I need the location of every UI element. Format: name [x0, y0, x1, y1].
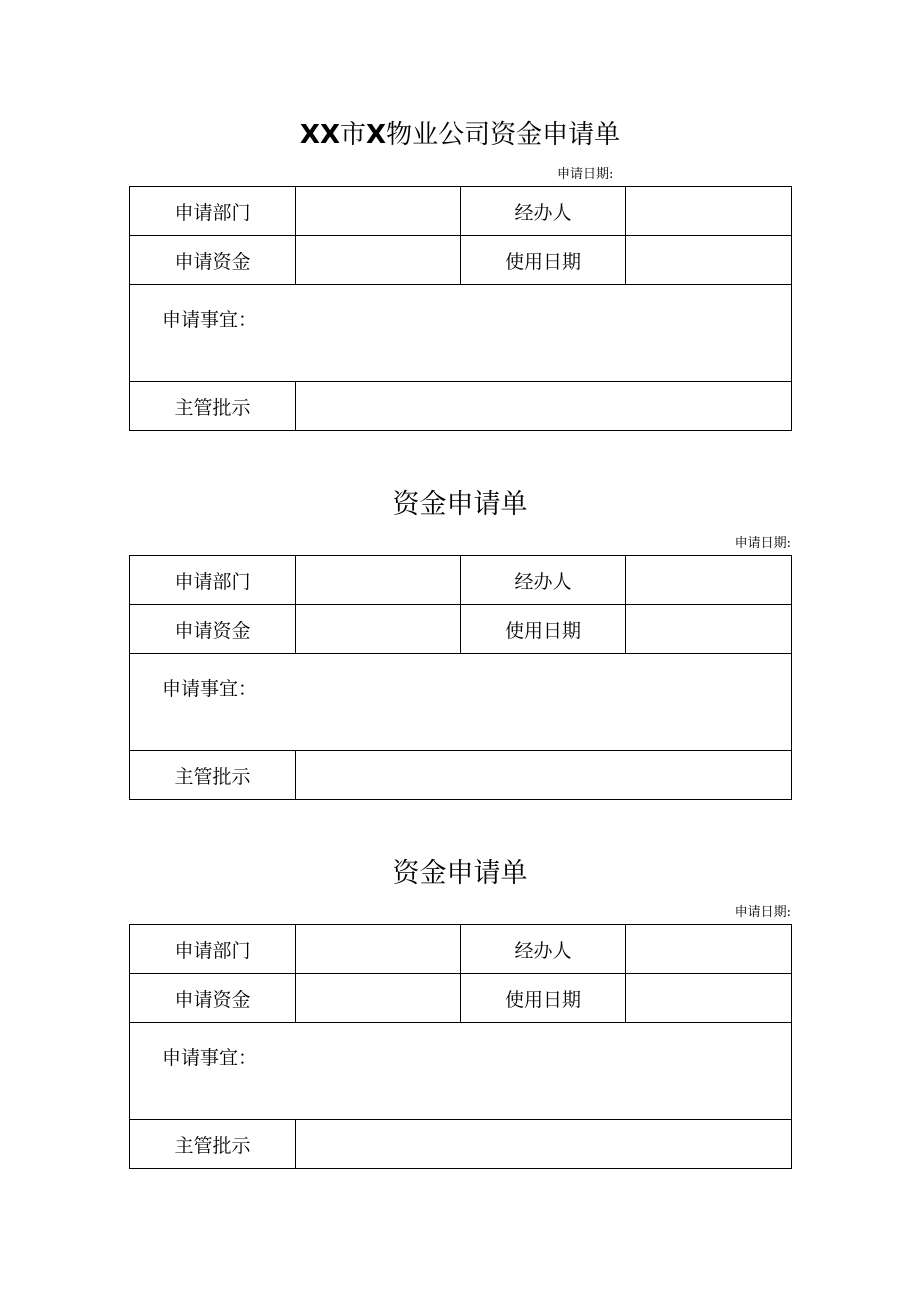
use-date-label: 使用日期: [461, 605, 626, 654]
title-part-city: 市: [340, 120, 367, 150]
matter-field[interactable]: [130, 1023, 792, 1120]
use-date-label: 使用日期: [461, 974, 626, 1023]
department-label: 申请部门: [130, 187, 296, 236]
title-part-x: X: [366, 120, 387, 150]
funds-field[interactable]: [296, 974, 461, 1023]
funds-label: 申请资金: [130, 236, 296, 285]
use-date-label: 使用日期: [461, 236, 626, 285]
approval-label: 主管批示: [130, 382, 296, 431]
title-part-xx: XX: [299, 120, 340, 150]
approval-field[interactable]: [296, 1120, 792, 1169]
form-table: [129, 924, 792, 1169]
funds-label: 申请资金: [130, 974, 296, 1023]
use-date-field[interactable]: [626, 974, 792, 1023]
funds-label: 申请资金: [130, 605, 296, 654]
application-date-label: 申请日期:: [734, 905, 791, 920]
table-row: [130, 974, 792, 1023]
approval-label: 主管批示: [130, 751, 296, 800]
handler-label: 经办人: [461, 925, 626, 974]
department-field[interactable]: [296, 925, 461, 974]
application-date-label: 申请日期:: [557, 167, 614, 182]
table-row: [130, 925, 792, 974]
department-label: 申请部门: [130, 556, 296, 605]
title-part-company: 物业公司资金申请单: [386, 120, 621, 150]
fund-request-form-3: [129, 0, 791, 1180]
handler-label: 经办人: [461, 556, 626, 605]
approval-label: 主管批示: [130, 1120, 296, 1169]
form-title: 资金申请单: [392, 858, 528, 889]
matter-label: 申请事宜：: [162, 309, 258, 331]
matter-label: 申请事宜：: [162, 1047, 258, 1069]
handler-label: 经办人: [461, 187, 626, 236]
application-date-label: 申请日期:: [734, 536, 791, 551]
form-title: 资金申请单: [392, 489, 528, 520]
department-label: 申请部门: [130, 925, 296, 974]
handler-field[interactable]: [626, 925, 792, 974]
matter-label: 申请事宜：: [162, 678, 258, 700]
table-row: [130, 1120, 792, 1169]
table-row: [130, 1023, 792, 1120]
